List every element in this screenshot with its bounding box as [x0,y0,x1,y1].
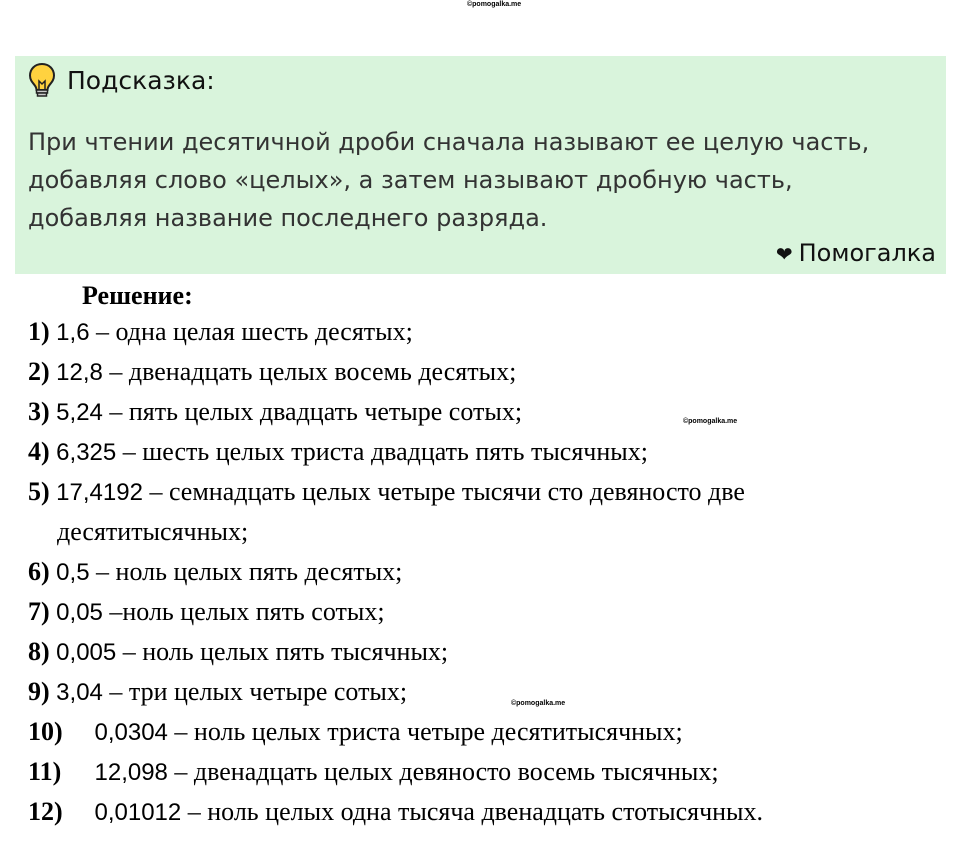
watermark-bottom: ©pomogalka.me [511,700,566,707]
item-value: 5,24 [56,399,103,426]
item-value: 17,4192 [56,479,143,506]
item-value: 1,6 [56,319,90,346]
item-text: – шесть целых триста двадцать пять тысячных; [116,437,648,466]
solution-item [28,677,407,708]
solution-title: Решение: [82,281,193,310]
item-value: 3,04 [56,679,103,706]
item-number: 11) [28,757,62,786]
watermark-middle: ©pomogalka.me [683,418,738,425]
item-text: – ноль целых пять тысячных; [116,637,449,666]
item-number: 8) [28,637,50,666]
item-number: 3) [28,397,50,426]
hint-text [28,123,943,237]
item-text: – пять целых двадцать четыре сотых; [102,397,523,426]
item-value: 6,325 [56,439,117,466]
item-value: 0,0304 [94,719,168,746]
item-value: 0,5 [56,559,90,586]
solution-item [28,597,385,628]
item-text: – ноль целых одна тысяча двенадцать стотысячных. [181,797,764,826]
solution-item [28,557,402,588]
item-number: 12) [28,797,63,826]
lightbulb-icon [28,62,56,98]
solution-item [28,757,719,788]
solution-item [28,797,763,828]
item-text: – двенадцать целых девяносто восемь тысячных; [167,757,719,786]
item-value: 0,01012 [94,799,182,826]
solution-item [28,477,745,508]
item-text: –ноль целых пять сотых; [102,597,385,626]
hint-line: добавляя название последнего разряда. [28,204,548,232]
hint-line: добавляя слово «целых», а затем называют дробную часть, [28,166,793,194]
brand-name: Помогалка [798,239,936,267]
solution-item [28,357,516,388]
item-number: 6) [28,557,50,586]
item-value: 0,005 [56,639,117,666]
item-number: 4) [28,437,50,466]
item-number: 1) [28,317,50,346]
item-value: 12,8 [56,359,103,386]
item-text: – двенадцать целых восемь десятых; [102,357,517,386]
item-number: 2) [28,357,50,386]
item-value: 12,098 [94,759,168,786]
item-number: 5) [28,477,50,506]
item-text: – ноль целых триста четыре десятитысячных; [167,717,683,746]
solution-item [28,717,683,748]
hint-title: Подсказка: [67,66,215,95]
solution-item [28,437,648,468]
item-text: – семнадцать целых четыре тысячи сто девяносто две [142,477,745,506]
item-value: 0,05 [56,599,103,626]
item-number: 9) [28,677,50,706]
item-number: 10) [28,717,63,746]
watermark-top: ©pomogalka.me [467,1,522,8]
solution-item [28,317,413,348]
item-text: – три целых четыре сотых; [102,677,408,706]
solution-item [28,637,448,668]
heart-icon: ❤ [775,242,793,266]
item-number: 7) [28,597,50,626]
hint-box [15,56,946,274]
item-text: – одна целая шесть десятых; [89,317,413,346]
hint-line: При чтении десятичной дроби сначала называют ее целую часть, [28,128,870,156]
item-text-continuation: десятитысячных; [57,517,249,546]
solution-item [28,397,522,428]
item-text: – ноль целых пять десятых; [89,557,403,586]
brand-signature [776,236,936,271]
